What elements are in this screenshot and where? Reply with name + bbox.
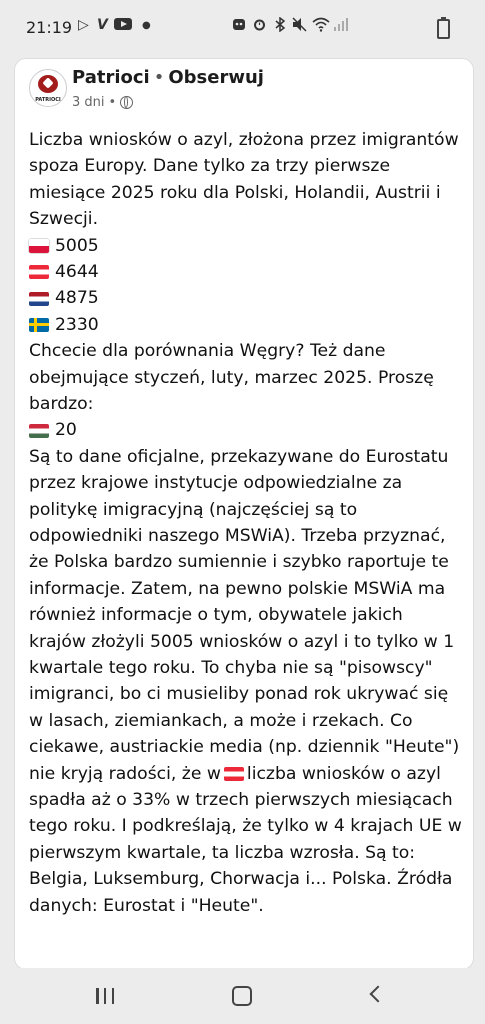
signal-icon <box>333 17 349 36</box>
flag-row-austria <box>29 259 464 285</box>
dot-icon: ● <box>142 20 151 31</box>
post-text <box>29 127 464 919</box>
hungary-question: Chcecie dla porównania Węgry? Też dane obejmujące styczeń, luty, marzec 2025. Proszę bardzo: <box>29 341 434 414</box>
status-bar <box>0 0 485 58</box>
sweden-flag-icon <box>29 318 49 332</box>
author-line <box>72 67 264 88</box>
hungary-flag-icon <box>29 424 49 438</box>
poland-value: 5005 <box>55 235 99 256</box>
meta-separator: • <box>108 95 117 110</box>
flag-row-sweden <box>29 312 464 338</box>
post-intro: Liczba wniosków o azyl, złożona przez imigrantów spoza Europy. Dane tylko za trzy pierwsze miesiące 2025 roku dla Polski, Holandii, Austrii i Szwecji. <box>29 130 459 230</box>
status-time: 21:19 <box>26 18 73 37</box>
netherlands-value: 4875 <box>55 288 99 309</box>
follow-button[interactable]: Obserwuj <box>168 67 264 88</box>
mute-icon <box>292 17 307 36</box>
post-body <box>29 444 464 919</box>
post-card <box>14 58 474 970</box>
play-store-icon: ▷ <box>78 17 89 33</box>
avatar-text: PATRIOCI <box>35 97 61 103</box>
flag-row-netherlands <box>29 285 464 311</box>
author-name[interactable]: Patrioci <box>72 67 150 88</box>
globe-icon <box>120 96 133 109</box>
avatar[interactable] <box>29 69 67 107</box>
flag-row-poland <box>29 233 464 259</box>
post-time[interactable]: 3 dni <box>72 95 105 110</box>
post-body-part1: Są to dane oficjalne, przekazywane do Eurostatu przez krajowe instytucje odpowiedzialne za politykę imigracyjną (najczęściej są to odpowiedniki naszego MSWiA). Trzeba przyznać, że Polska bardzo sumiennie i szybko raportuje te informacje. Zatem, na pewno polskie MSWiA ma również informacje o tym, obywatele jakich krajów złożyli 5005 wniosków o azyl i to tylko w 1 kwartale tego roku. To chyba nie są "pisowscy" imigranci, bo ci musieliby ponad rok ukrywać się w lasach, ziemiankach, a może i rzekach. Co ciekawe, austriackie media (np. dziennik "Heute") nie kryją radości, że w <box>29 446 460 784</box>
logo-icon <box>38 75 58 93</box>
poland-flag-icon <box>29 239 49 253</box>
post-meta <box>72 95 133 110</box>
battery-icon <box>437 19 450 39</box>
alarm-icon <box>252 17 267 36</box>
youtube-icon <box>114 17 132 35</box>
recents-icon[interactable] <box>96 988 114 1004</box>
separator: • <box>153 67 165 88</box>
post-body-part2: liczba wniosków o azyl spadła aż o 33% w trzech pierwszych miesiącach tego roku. I podkreślają, że tylko w 4 krajach UE w pierwszym kwartale, ta liczba wzrosła. Są to: Belgia, Luksemburg, Chorwacja i... Polska. Źródła danych: Eurostat i "Heute". <box>29 763 462 916</box>
v-app-icon: V <box>97 17 108 33</box>
wifi-icon <box>312 17 330 36</box>
austria-value: 4644 <box>55 262 99 283</box>
netherlands-flag-icon <box>29 292 49 306</box>
back-icon[interactable] <box>370 986 387 1003</box>
app-icon <box>232 17 246 35</box>
bluetooth-icon <box>274 17 286 36</box>
austria-flag-icon <box>29 265 49 279</box>
navigation-bar <box>0 968 485 1024</box>
sweden-value: 2330 <box>55 314 99 335</box>
home-icon[interactable] <box>232 986 252 1006</box>
flag-row-hungary <box>29 417 464 443</box>
hungary-value: 20 <box>55 420 77 441</box>
austria-flag-icon <box>224 767 244 781</box>
